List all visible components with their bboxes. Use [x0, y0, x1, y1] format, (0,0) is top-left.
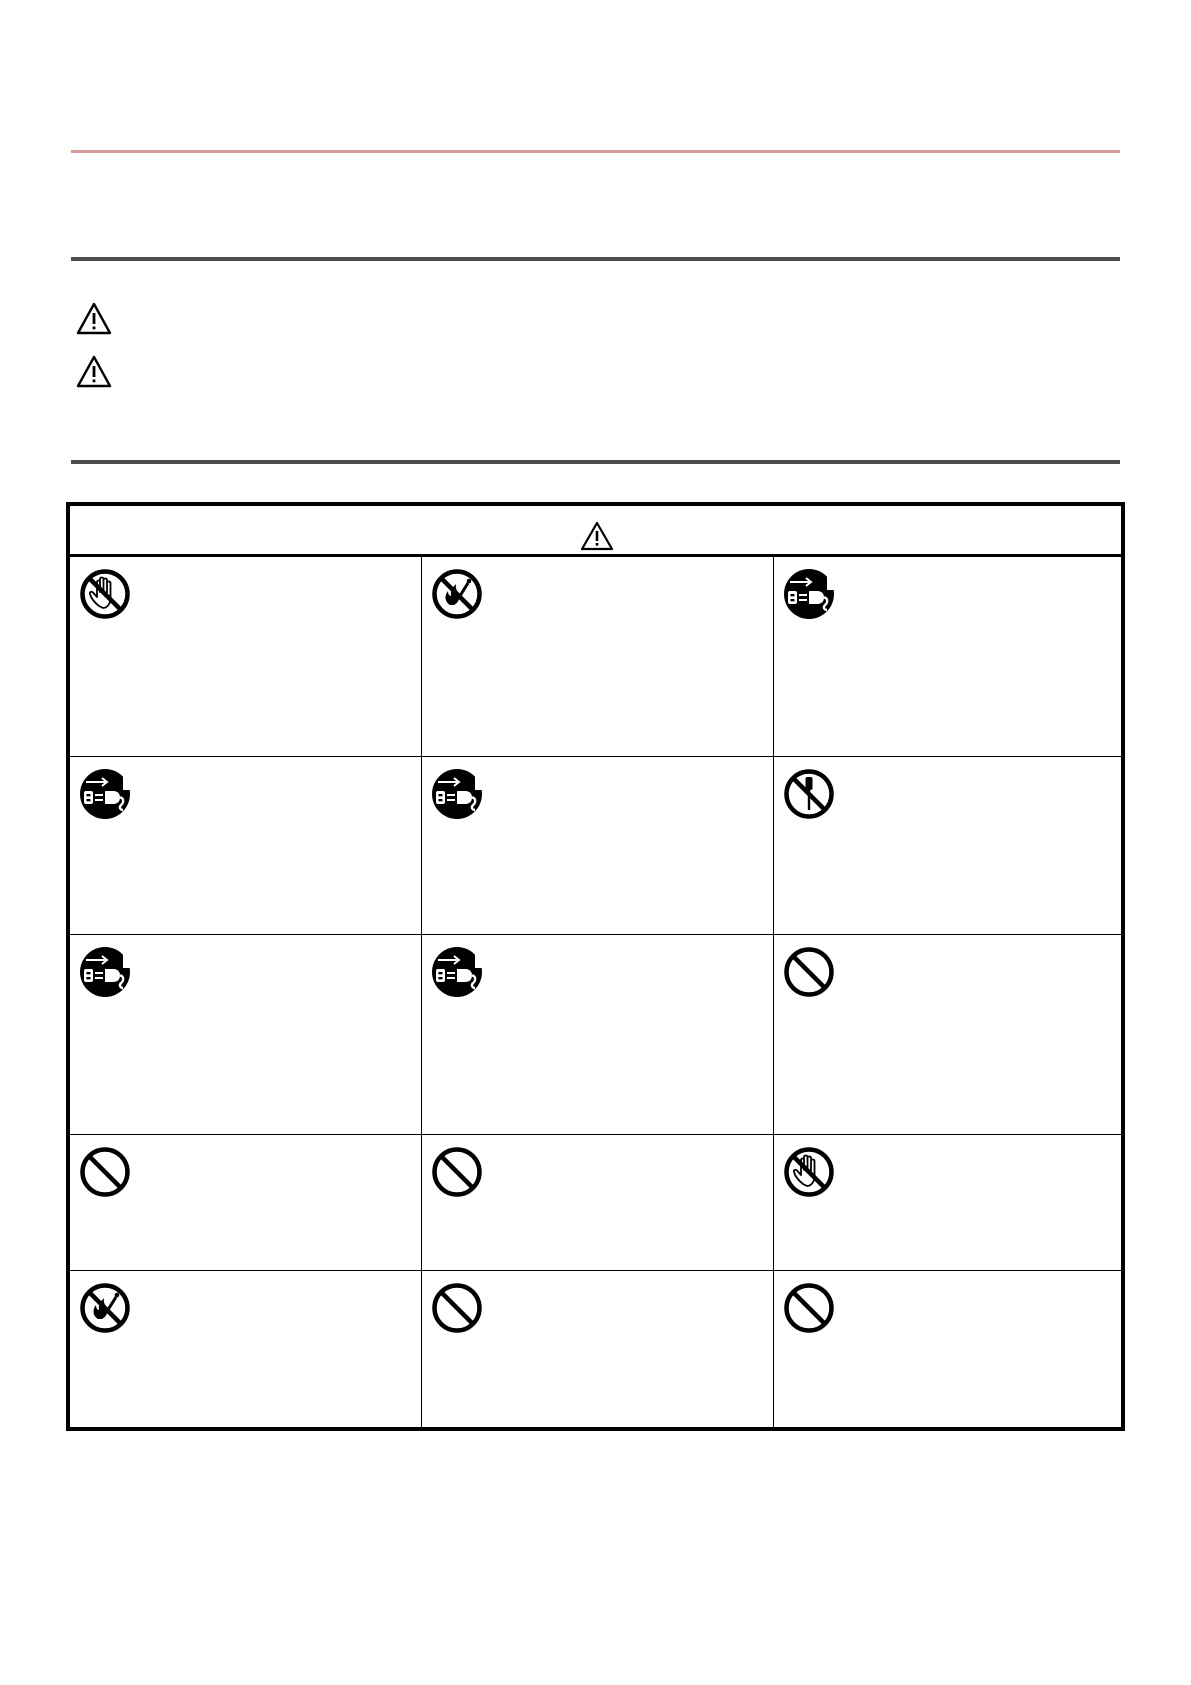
table-cell	[774, 757, 1121, 934]
table-cell	[774, 1271, 1121, 1431]
table-cell	[70, 1135, 422, 1270]
top-divider	[71, 150, 1120, 153]
prohibited-icon	[431, 1146, 483, 1198]
unplug-power-icon	[783, 568, 835, 620]
table-cell	[70, 1271, 422, 1431]
unplug-power-icon	[79, 946, 131, 998]
warning-triangle-icon	[580, 521, 614, 551]
table-cell	[422, 757, 774, 934]
table-cell	[70, 557, 422, 756]
warning-table	[66, 502, 1125, 1431]
prohibited-icon	[79, 1146, 131, 1198]
table-header	[70, 506, 1121, 557]
unplug-power-icon	[431, 946, 483, 998]
table-cell	[422, 935, 774, 1134]
table-cell	[70, 757, 422, 934]
table-row	[70, 557, 1121, 757]
table-cell	[774, 1135, 1121, 1270]
prohibited-icon	[431, 1282, 483, 1334]
table-cell	[774, 557, 1121, 756]
table-row	[70, 935, 1121, 1135]
table-cell	[422, 1135, 774, 1270]
table-cell	[422, 1271, 774, 1431]
unplug-power-icon	[431, 768, 483, 820]
no-open-flame-icon	[79, 1282, 131, 1334]
do-not-touch-icon	[79, 568, 131, 620]
no-open-flame-icon	[431, 568, 483, 620]
do-not-disassemble-icon	[783, 768, 835, 820]
warning-triangle-icon	[76, 302, 112, 336]
do-not-touch-icon	[783, 1146, 835, 1198]
caution-triangle-icon	[76, 355, 112, 389]
section-divider-lower	[71, 460, 1120, 464]
prohibited-icon	[783, 946, 835, 998]
section-divider-upper	[71, 257, 1120, 261]
table-cell	[774, 935, 1121, 1134]
prohibited-icon	[783, 1282, 835, 1334]
table-row	[70, 757, 1121, 935]
table-row	[70, 1135, 1121, 1271]
table-row	[70, 1271, 1121, 1431]
unplug-power-icon	[79, 768, 131, 820]
table-cell	[422, 557, 774, 756]
table-cell	[70, 935, 422, 1134]
